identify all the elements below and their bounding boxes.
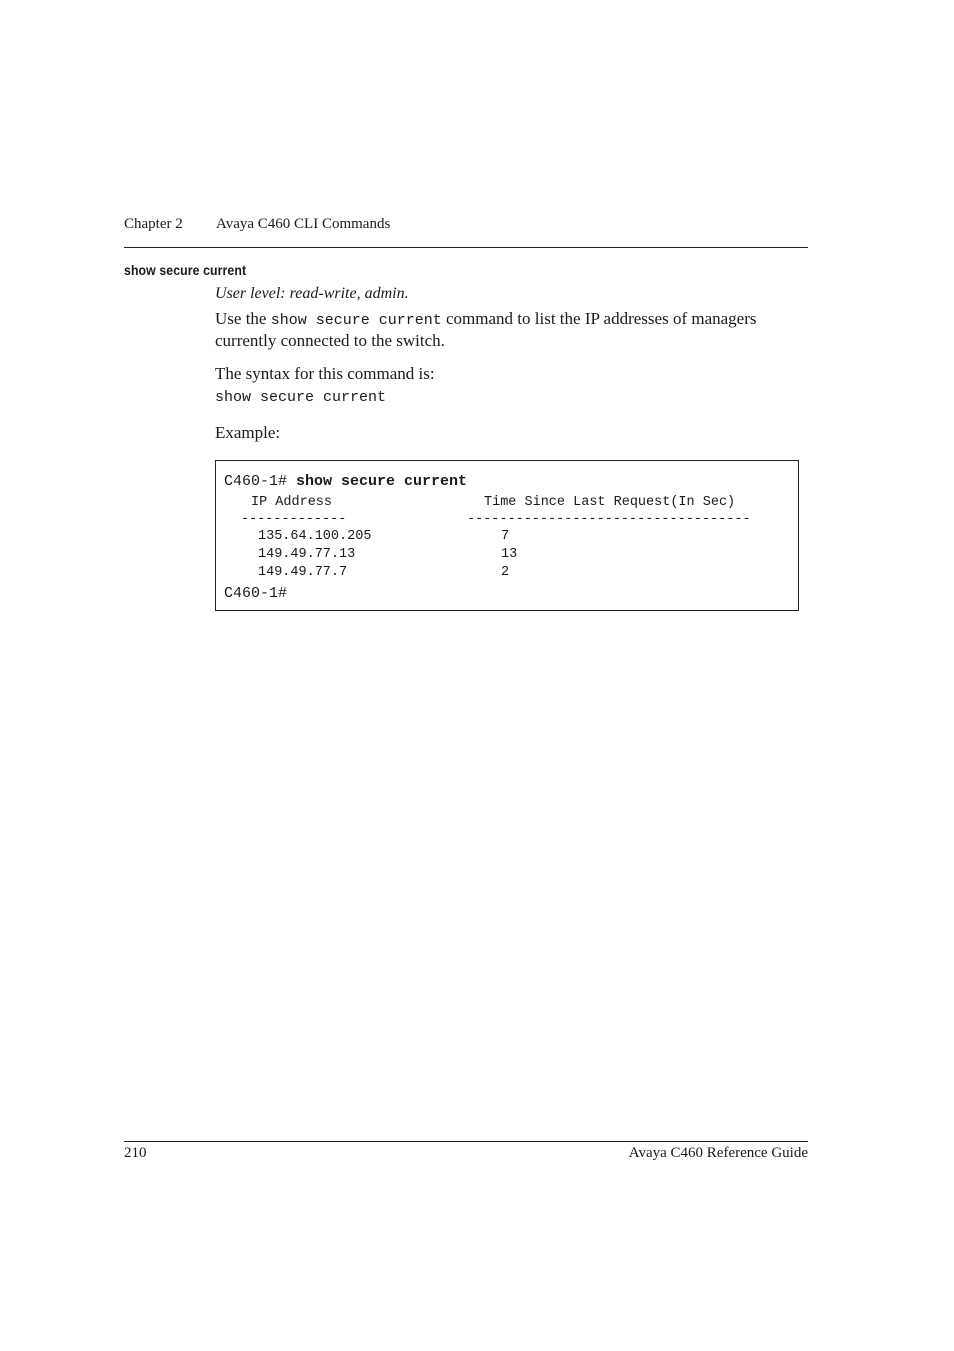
example-label: Example: xyxy=(215,423,281,442)
column-header-time: Time Since Last Request(In Sec) xyxy=(484,495,736,510)
page-number: 210 xyxy=(124,1145,147,1161)
row-time: 2 xyxy=(501,565,510,580)
row-ip: 149.49.77.13 xyxy=(258,547,356,562)
section-heading: show secure current xyxy=(124,262,247,278)
desc-command-inline: show secure current xyxy=(270,312,442,329)
column-rule-time: ----------------------------------- xyxy=(467,512,751,527)
chapter-label: Chapter 2 xyxy=(124,216,183,232)
guide-title: Avaya C460 Reference Guide xyxy=(628,1145,808,1161)
running-header xyxy=(124,216,808,248)
end-prompt: C460-1# xyxy=(224,585,288,602)
syntax-code: show secure current xyxy=(215,389,387,406)
prompt: C460-1# xyxy=(224,473,288,490)
row-time: 13 xyxy=(501,547,518,562)
desc-prefix: Use the xyxy=(215,309,271,328)
command-description xyxy=(215,309,805,351)
example-terminal-box xyxy=(215,460,799,611)
running-footer xyxy=(124,1141,808,1161)
syntax-intro: The syntax for this command is: xyxy=(215,364,435,383)
chapter-title: Avaya C460 CLI Commands xyxy=(216,216,391,232)
column-rule-ip: ------------- xyxy=(241,512,347,527)
command-prompt-line xyxy=(224,473,467,490)
row-ip: 149.49.77.7 xyxy=(258,565,348,580)
desc-suffix: command to list the IP addresses of managers currently connected to the switch. xyxy=(215,309,757,350)
column-header-ip: IP Address xyxy=(251,495,333,510)
row-ip: 135.64.100.205 xyxy=(258,529,372,544)
row-time: 7 xyxy=(501,529,510,544)
entered-command: show secure current xyxy=(296,473,468,490)
user-level-note: User level: read-write, admin. xyxy=(215,285,409,302)
